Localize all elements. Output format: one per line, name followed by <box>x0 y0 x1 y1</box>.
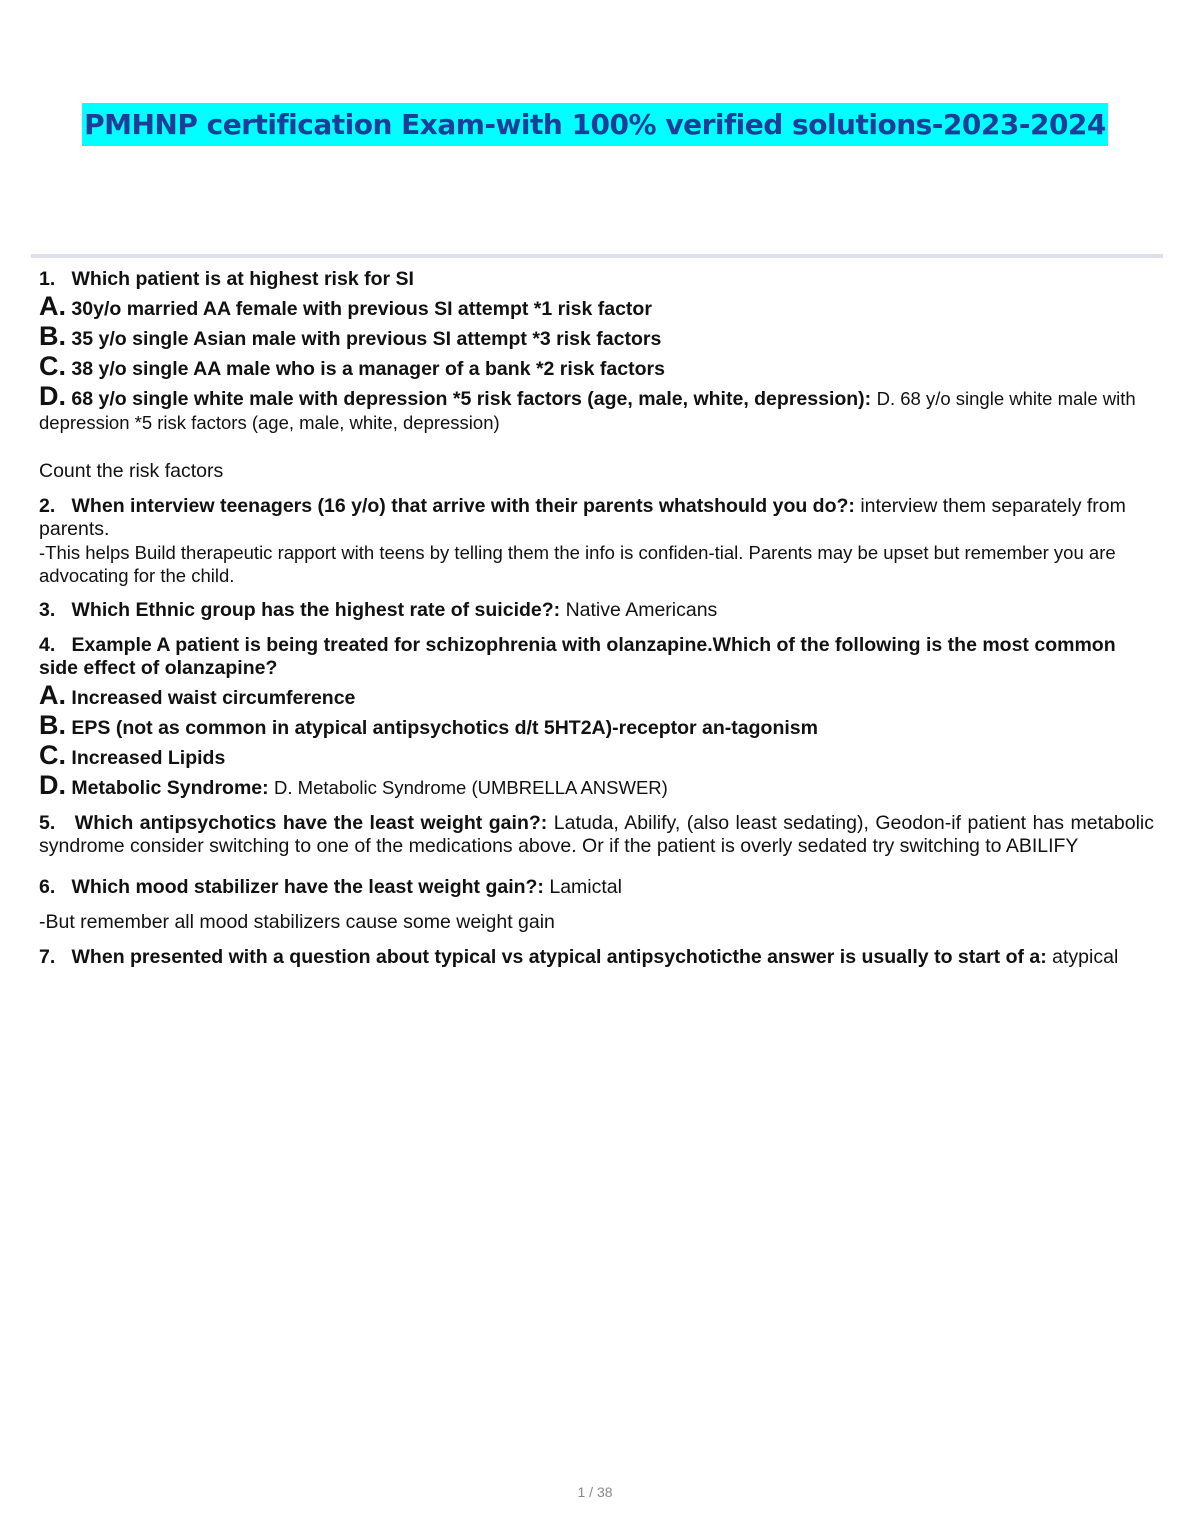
q6-answer: Lamictal <box>549 876 622 898</box>
q1-option-b: B. 35 y/o single Asian male with previous SI attempt *3 risk factors <box>39 321 662 351</box>
q1-answer: D. 68 y/o single white male with depression *5 risk factors (age, male, white, depression) <box>39 388 1136 433</box>
q4-answer: D. Metabolic Syndrome (UMBRELLA ANSWER) <box>274 777 668 798</box>
q1-note: Count the risk factors <box>39 460 224 482</box>
q4-option-c: C. Increased Lipids <box>39 740 226 770</box>
q1-option-c: C. 38 y/o single AA male who is a manager of a bank *2 risk factors <box>39 351 665 381</box>
q6-note: -But remember all mood stabilizers cause some weight gain <box>39 911 555 933</box>
page-indicator: 1 / 38 <box>577 1484 613 1500</box>
title-wrap <box>0 103 1190 146</box>
divider <box>31 254 1163 258</box>
q7-answer: atypical <box>1052 946 1119 968</box>
question-2: 2. When interview teenagers (16 y/o) that arrive with their parents whatshould you do?: interview them separately from parents. <box>39 495 1126 540</box>
document-body <box>39 268 1154 969</box>
question-1: 1. Which patient is at highest risk for SI <box>39 268 414 290</box>
q1-option-a: A. 30y/o married AA female with previous SI attempt *1 risk factor <box>39 291 652 321</box>
q2-answer: interview them separately from parents. <box>39 495 1126 540</box>
q5-answer: Latuda, Abilify, (also least sedating), Geodon-if patient has metabolic syndrome consider switching to one of the medications above. Or if the patient is overly sedated try switching to ABILIFY <box>39 812 1154 857</box>
document-title: PMHNP certification Exam-with 100% verified solutions-2023-2024 <box>82 103 1108 146</box>
question-3: 3. Which Ethnic group has the highest rate of suicide?: Native Americans <box>39 599 718 621</box>
question-5: 5. Which antipsychotics have the least weight gain?: Latuda, Abilify, (also least sedating), Geodon-if patient has metabolic syndrome consider switching to one of the medications above. Or if the patient is overly sedated try switching to ABILIFY <box>39 812 1154 857</box>
question-6: 6. Which mood stabilizer have the least weight gain?: Lamictal <box>39 876 622 898</box>
q1-option-d: D. 68 y/o single white male with depression *5 risk factors (age, male, white, depression): D. 68 y/o single white male with depression *5 risk factors (age, male, white, depression) <box>39 381 1136 433</box>
question-7: 7. When presented with a question about typical vs atypical antipsychoticthe answer is usually to start of a: atypical <box>39 946 1119 968</box>
question-4: 4. Example A patient is being treated for schizophrenia with olanzapine.Which of the following is the most common side effect of olanzapine? <box>39 634 1116 679</box>
q3-answer: Native Americans <box>565 599 718 621</box>
q4-option-a: A. Increased waist circumference <box>39 680 356 710</box>
q2-note: -This helps Build therapeutic rapport with teens by telling them the info is confiden-tial. Parents may be upset but remember you are advocating for the child. <box>39 542 1116 586</box>
q4-option-b: B. EPS (not as common in atypical antipsychotics d/t 5HT2A)-receptor an-tagonism <box>39 710 818 740</box>
q4-option-d: D. Metabolic Syndrome: D. Metabolic Syndrome (UMBRELLA ANSWER) <box>39 770 668 800</box>
